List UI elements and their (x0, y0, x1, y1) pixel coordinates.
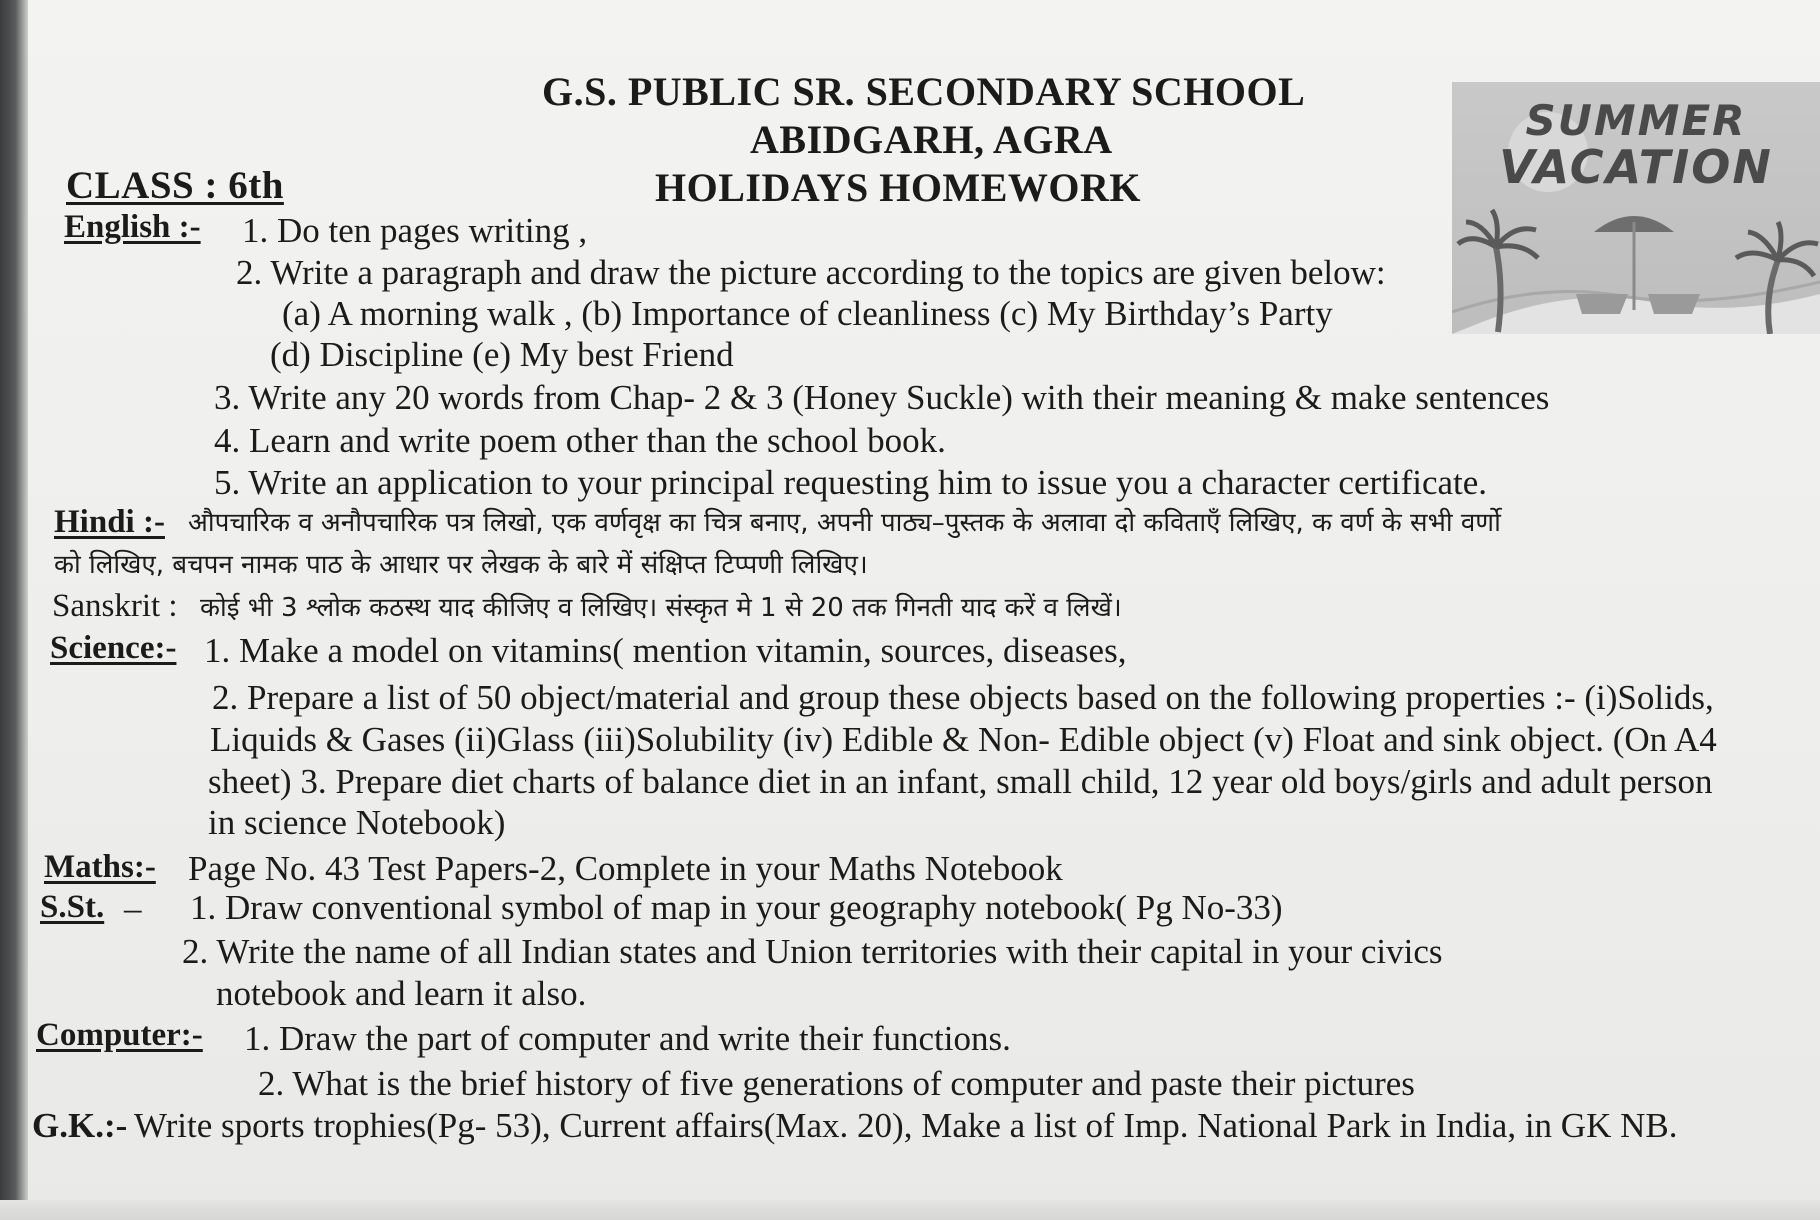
hindi-line-2: को लिखिए, बचपन नामक पाठ के आधार पर लेखक के बारे में संक्षिप्त टिप्पणी लिखिए। (54, 550, 868, 580)
school-location: ABIDGARH, AGRA (750, 117, 1113, 162)
science-line-4: sheet) 3. Prepare diet charts of balance diet in an infant, small child, 12 year old boys/girls and adult person (208, 762, 1713, 801)
sst-line-3: notebook and learn it also. (216, 974, 587, 1013)
sanskrit-label: Sanskrit : (52, 588, 178, 624)
english-item-2-topics-a: (a) A morning walk , (b) Importance of cleanliness (c) My Birthday’s Party (282, 294, 1333, 333)
science-line-3: Liquids & Gases (ii)Glass (iii)Solubility (iv) Edible & Non- Edible object (v) Float and sink object. (On A4 (210, 720, 1717, 759)
science-line-1: 1. Make a model on vitamins( mention vitamin, sources, diseases, (204, 631, 1127, 670)
sst-dash: – (124, 889, 142, 928)
computer-label: Computer:- (36, 1017, 203, 1053)
hindi-line-1: औपचारिक व अनौपचारिक पत्र लिखो, एक वर्णवृक्ष का चित्र बनाए, अपनी पाठ्य–पुस्तक के अलावा दो कविताएँ लिखिए, क वर्ण के सभी वर्णो (188, 508, 1501, 538)
sst-line-2: 2. Write the name of all Indian states and Union territories with their capital in your civics (182, 932, 1443, 971)
page-bottom-edge (0, 1200, 1820, 1220)
science-label: Science:- (50, 630, 177, 666)
science-line-5: in science Notebook) (208, 803, 506, 842)
class-label: CLASS : 6th (66, 164, 284, 207)
page-edge-shadow (0, 0, 28, 1220)
english-item-2: 2. Write a paragraph and draw the picture according to the topics are given below: (236, 253, 1386, 292)
summer-vacation-graphic (1452, 82, 1820, 334)
hindi-label: Hindi :- (54, 504, 165, 540)
vacation-title-line2: VACATION (1499, 140, 1773, 194)
english-item-4: 4. Learn and write poem other than the school book. (214, 421, 946, 460)
maths-label: Maths:- (44, 849, 156, 885)
school-name: G.S. PUBLIC SR. SECONDARY SCHOOL (542, 69, 1306, 114)
vacation-title-line1: SUMMER (1525, 96, 1747, 145)
english-item-5: 5. Write an application to your principal requesting him to issue you a character certificate. (214, 463, 1488, 502)
maths-text: Page No. 43 Test Papers-2, Complete in your Maths Notebook (188, 849, 1063, 888)
page-title: HOLIDAYS HOMEWORK (655, 165, 1141, 210)
gk-text: Write sports trophies(Pg- 53), Current affairs(Max. 20), Make a list of Imp. National Park in India, in GK NB. (134, 1106, 1678, 1145)
sst-line-1: 1. Draw conventional symbol of map in your geography notebook( Pg No-33) (190, 888, 1283, 927)
sanskrit-text: कोई भी 3 श्लोक कठस्थ याद कीजिए व लिखिए। संस्कृत मे 1 से 20 तक गिनती याद करें व लिखें। (200, 593, 1122, 623)
gk-label: G.K.:- (32, 1106, 128, 1145)
science-line-2: 2. Prepare a list of 50 object/material and group these objects based on the following properties :- (i)Solids, (212, 678, 1714, 717)
computer-line-1: 1. Draw the part of computer and write their functions. (244, 1019, 1011, 1058)
english-item-2-topics-b: (d) Discipline (e) My best Friend (270, 335, 734, 374)
sst-label: S.St. (40, 889, 105, 925)
english-item-3: 3. Write any 20 words from Chap- 2 & 3 (Honey Suckle) with their meaning & make sentences (214, 378, 1550, 417)
english-label: English :- (64, 209, 201, 245)
english-item-1: 1. Do ten pages writing , (242, 211, 588, 250)
computer-line-2: 2. What is the brief history of five generations of computer and paste their pictures (258, 1064, 1415, 1103)
